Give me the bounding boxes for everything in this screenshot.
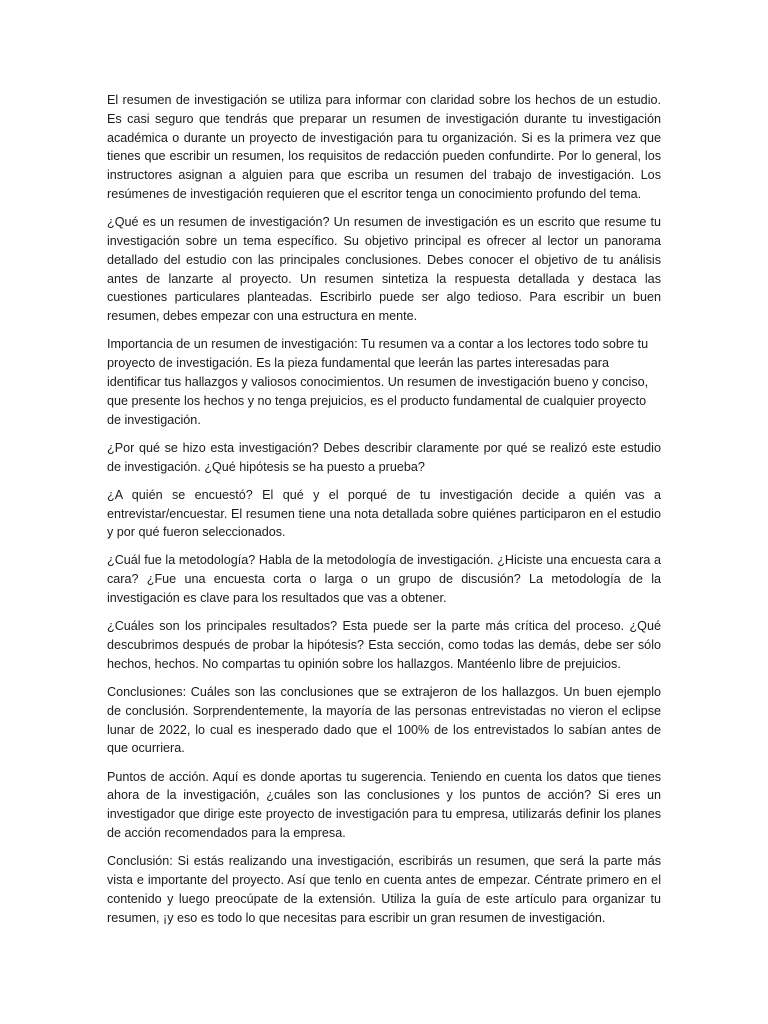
paragraph-who: ¿A quién se encuestó? El qué y el porqué de tu investigación decide a quién vas a entrevistar/encuestar. El resumen tiene una nota detallada sobre quiénes participaron en el estudio y por qué fueron seleccionados. [107,487,661,540]
paragraph-results: ¿Cuáles son los principales resultados? Esta puede ser la parte más crítica del proceso. ¿Qué descubrimos después de probar la hipótesis? Esta sección, como todas las demás, debe ser sólo hechos, hechos. No compartas tu opinión sobre los hallazgos. Mantéenlo libre de prejuicios. [107,619,661,671]
paragraph-methodology: ¿Cuál fue la metodología? Habla de la metodología de investigación. ¿Hiciste una encuesta cara a cara? ¿Fue una encuesta corta o larga o un grupo de discusión? La metodología de la investigación es clave para los resultados que vas a obtener. [107,553,661,606]
paragraph-what-is: ¿Qué es un resumen de investigación? Un resumen de investigación es un escrito que resume tu investigación sobre un tema específico. Su objetivo principal es ofrecer al lector un panorama detallado del estudio con las principales conclusiones. Debes conocer el objetivo de tu análisis antes de lanzarte al proyecto. Un resumen sintetiza la respuesta detallada y destaca las cuestiones particulares planteadas. Escribirlo puede ser algo tedioso. Para escribir un buen resumen, debes empezar con una estructura en mente. [107,215,661,324]
paragraph-action-points: Puntos de acción. Aquí es donde aportas tu sugerencia. Teniendo en cuenta los datos que tienes ahora de la investigación, ¿cuáles son las conclusiones y los puntos de acción? Si eres un investigador que dirige este proyecto de investigación para tu empresa, utilizarás definir los planes de acción recomendados para la empresa. [107,769,661,841]
paragraph-why: ¿Por qué se hizo esta investigación? Debes describir claramente por qué se realizó este estudio de investigación. ¿Qué hipótesis se ha puesto a prueba? [107,440,661,474]
paragraph-importance: Importancia de un resumen de investigación: Tu resumen va a contar a los lectores todo sobre tu proyecto de investigación. Es la pieza fundamental que leerán las partes interesadas para identificar tus hallazgos y valiosos conocimientos. Un resumen de investigación bueno y conciso, que presente los hechos y no tenga prejuicios, es el producto fundamental de cualquier proyecto de investigación. [107,337,649,427]
paragraph-conclusions: Conclusiones: Cuáles son las conclusiones que se extrajeron de los hallazgos. Un buen ejemplo de conclusión. Sorprendentemente, la mayoría de las personas entrevistadas no vieron el eclipse lunar de 2022, lo cual es inesperado dado que el 100% de los entrevistados lo sabían antes de que ocurriera. [107,685,661,756]
paragraph-intro: El resumen de investigación se utiliza para informar con claridad sobre los hechos de un estudio. Es casi seguro que tendrás que preparar un resumen de investigación durante tu investigación académica o durante un proyecto de investigación para tu organización. Si es la primera vez que tienes que escribir un resumen, los requisitos de redacción pueden confundirte. Por lo general, los instructores asignan a alguien para que escriba un resumen del trabajo de investigación. Los resúmenes de investigación requieren que el escritor tenga un conocimiento profundo del tema. [107,93,661,201]
paragraph-final-conclusion: Conclusión: Si estás realizando una investigación, escribirás un resumen, que será la parte más vista e importante del proyecto. Así que tenlo en cuenta antes de empezar. Céntrate primero en el contenido y luego preocúpate de la extensión. Utiliza la guía de este artículo para organizar tu resumen, ¡y eso es todo lo que necesitas para escribir un gran resumen de investigación. [107,854,661,925]
document-page [107,91,661,937]
